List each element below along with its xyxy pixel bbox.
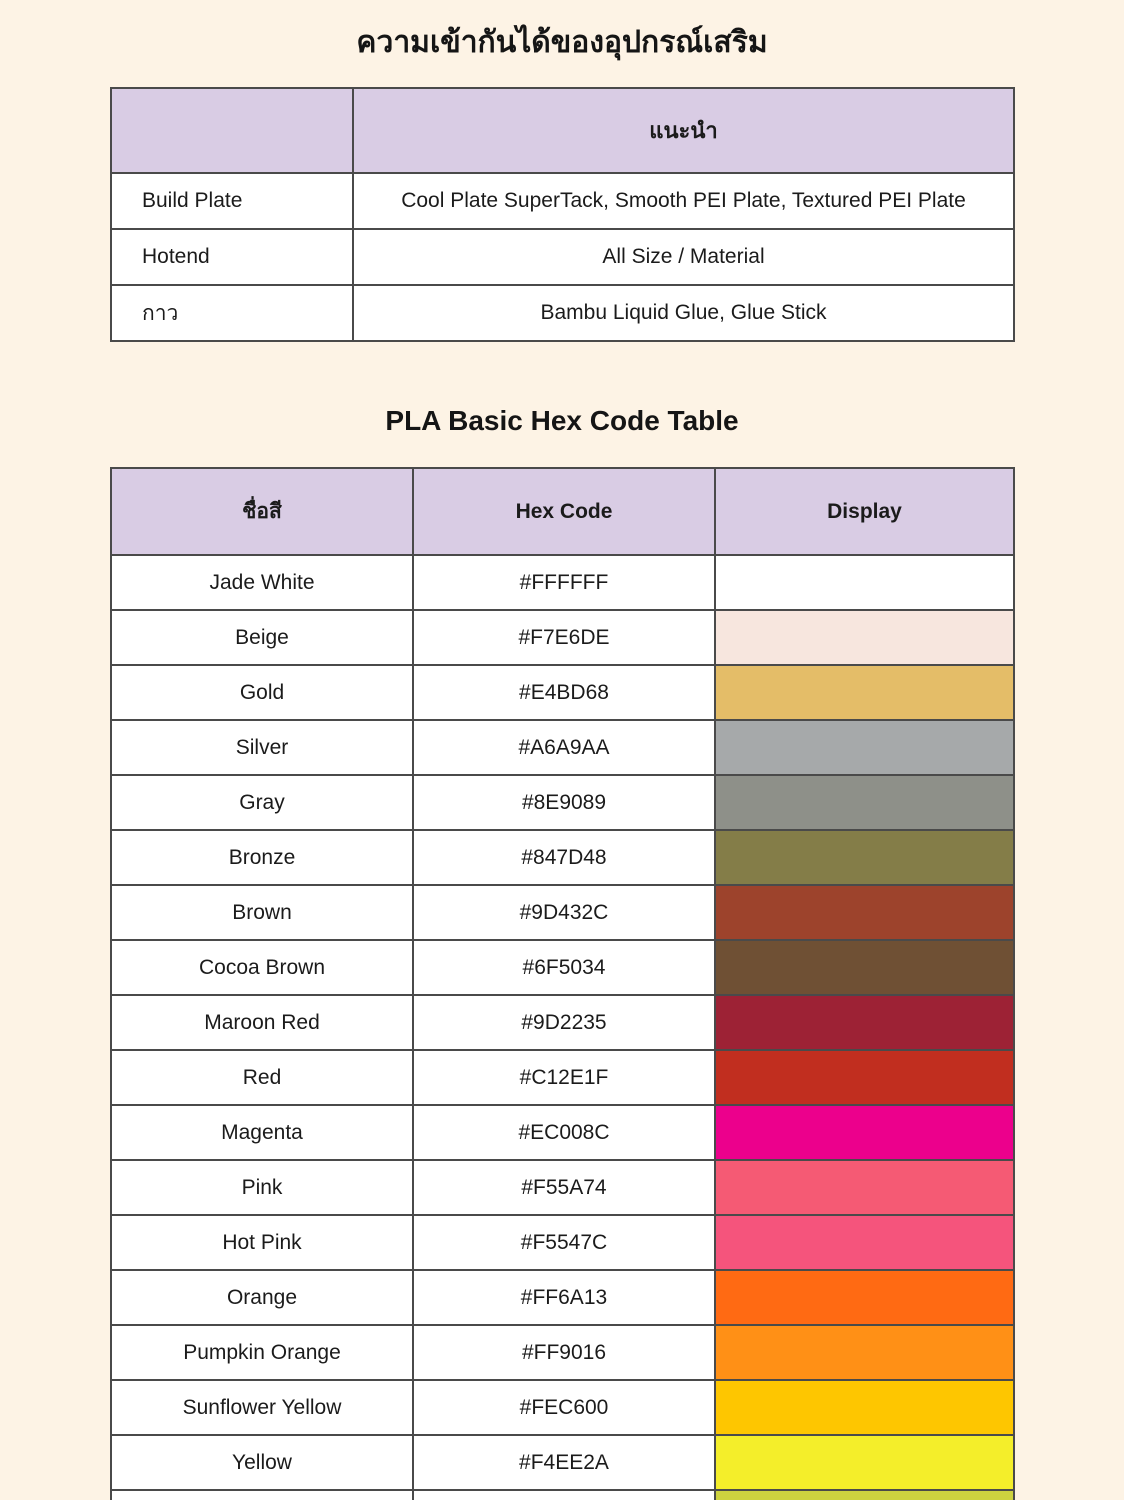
display-swatch-cell [715,1435,1014,1490]
color-name-cell: Gray [111,775,413,830]
hex-code-cell: #F4EE2A [413,1435,715,1490]
display-swatch-cell [715,1050,1014,1105]
color-name-cell: Cocoa Brown [111,940,413,995]
table-row [111,285,1014,341]
color-name-cell: Maroon Red [111,995,413,1050]
color-name-cell: Sunflower Yellow [111,1380,413,1435]
hex-code-cell: #F5547C [413,1215,715,1270]
color-row [111,1380,1014,1435]
color-row [111,610,1014,665]
color-name-cell: Orange [111,1270,413,1325]
hex-header-display: Display [715,468,1014,555]
hex-code-cell: #C12E1F [413,1050,715,1105]
row-value-cell: All Size / Material [353,229,1014,285]
display-swatch-cell [715,1380,1014,1435]
display-swatch-cell [715,1160,1014,1215]
color-row [111,1050,1014,1105]
row-value-cell: Bambu Liquid Glue, Glue Stick [353,285,1014,341]
color-row [111,555,1014,610]
color-row [111,720,1014,775]
color-row [111,1105,1014,1160]
color-name-cell: Magenta [111,1105,413,1160]
display-swatch-cell [715,830,1014,885]
color-row [111,1325,1014,1380]
color-row [111,1435,1014,1490]
hex-code-table [110,467,1015,1500]
display-swatch-cell [715,665,1014,720]
hex-table-header-row [111,468,1014,555]
hex-code-cell: #F7E6DE [413,610,715,665]
color-name-cell: Jade White [111,555,413,610]
color-name-cell: Brown [111,885,413,940]
color-row [111,1160,1014,1215]
hex-code-cell: #8E9089 [413,775,715,830]
display-swatch-cell [715,1270,1014,1325]
hex-code-cell: #F55A74 [413,1160,715,1215]
display-swatch-cell [715,1105,1014,1160]
color-name-cell: Yellow [111,1435,413,1490]
hex-code-cell: #847D48 [413,830,715,885]
display-swatch-cell [715,1215,1014,1270]
hex-code-cell: #FF6A13 [413,1270,715,1325]
color-name-cell: Hot Pink [111,1215,413,1270]
display-swatch-cell [715,775,1014,830]
hex-code-cell: #FFFFFF [413,555,715,610]
hex-table-title: PLA Basic Hex Code Table [385,405,739,436]
display-swatch-cell [715,1490,1014,1500]
row-label-cell: กาว [111,285,353,341]
color-row [111,1215,1014,1270]
display-swatch-cell [715,610,1014,665]
hex-code-cell: #EC008C [413,1105,715,1160]
display-swatch-cell [715,720,1014,775]
hex-code-cell [413,1490,715,1500]
color-row [111,775,1014,830]
row-label-cell: Build Plate [111,173,353,229]
color-name-cell: Gold [111,665,413,720]
hex-code-cell: #FF9016 [413,1325,715,1380]
row-value-cell: Cool Plate SuperTack, Smooth PEI Plate, Textured PEI Plate [353,173,1014,229]
color-row [111,1270,1014,1325]
hex-code-cell: #9D2235 [413,995,715,1050]
hex-code-cell: #FEC600 [413,1380,715,1435]
hex-code-cell: #E4BD68 [413,665,715,720]
hex-code-cell: #9D432C [413,885,715,940]
table-row [111,229,1014,285]
table-row [111,173,1014,229]
display-swatch-cell [715,995,1014,1050]
display-swatch-cell [715,555,1014,610]
display-swatch-cell [715,940,1014,995]
color-row-partial [111,1490,1014,1500]
row-label-cell: Hotend [111,229,353,285]
color-row [111,665,1014,720]
color-row [111,885,1014,940]
display-swatch-cell [715,885,1014,940]
compatibility-header-empty-cell [111,88,353,173]
color-row [111,940,1014,995]
hex-code-cell: #A6A9AA [413,720,715,775]
color-name-cell: Red [111,1050,413,1105]
compatibility-header-row [111,88,1014,173]
hex-header-color-name: ชื่อสี [111,468,413,555]
compatibility-header-recommended-cell: แนะนำ [353,88,1014,173]
hex-header-hex-code: Hex Code [413,468,715,555]
compatibility-section-title: ความเข้ากันได้ของอุปกรณ์เสริม [356,26,768,59]
color-name-cell: Bronze [111,830,413,885]
color-row [111,830,1014,885]
color-name-cell: Beige [111,610,413,665]
color-name-cell: Pumpkin Orange [111,1325,413,1380]
color-name-cell [111,1490,413,1500]
color-row [111,995,1014,1050]
compatibility-table [110,87,1015,342]
color-name-cell: Pink [111,1160,413,1215]
color-name-cell: Silver [111,720,413,775]
hex-code-cell: #6F5034 [413,940,715,995]
display-swatch-cell [715,1325,1014,1380]
